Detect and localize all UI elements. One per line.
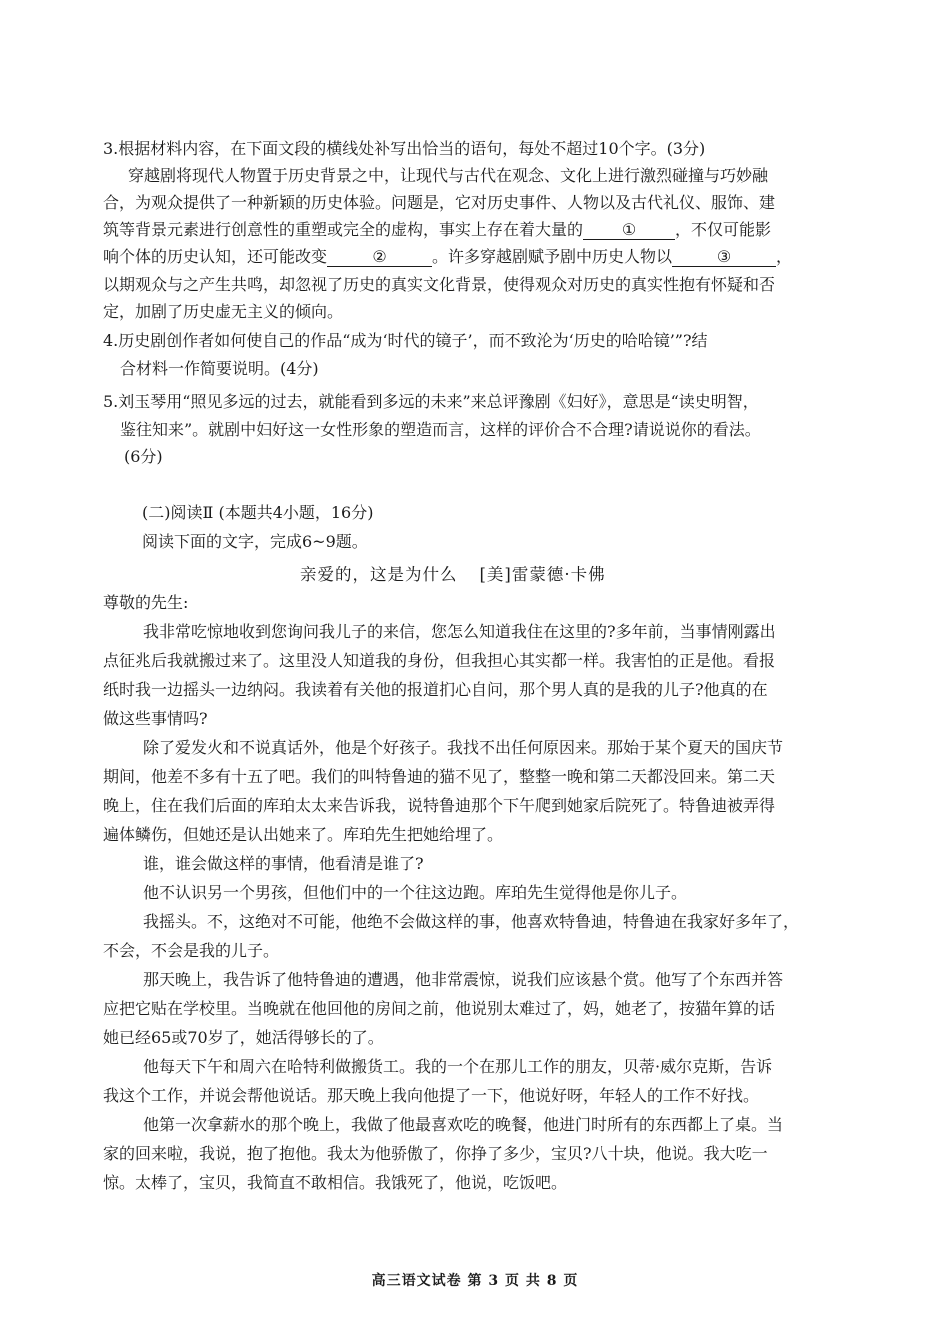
story-line: 除了爱发火和不说真话外，他是个好孩子。我找不出任何原因来。那始于某个夏天的国庆节: [143, 738, 784, 757]
story-line: 那天晚上，我告诉了他特鲁迪的遭遇，他非常震惊，说我们应该悬个赏。他写了个东西并答: [143, 970, 784, 989]
story-line: 他每天下午和周六在哈特利做搬货工。我的一个在那儿工作的朋友，贝蒂·威尔克斯，告诉: [143, 1057, 773, 1076]
question-4-line-2: 合材料一作简要说明。(4分): [120, 359, 319, 378]
story-line: 晚上，住在我们后面的库珀太太来告诉我，说特鲁迪那个下午爬到她家后院死了。特鲁迪被弄得: [103, 796, 776, 815]
section-instruction: 阅读下面的文字，完成6~9题。: [142, 532, 368, 551]
story-line: 纸时我一边摇头一边纳闷。我读着有关他的报道扪心自问，那个男人真的是我的儿子?他真的在: [103, 680, 768, 699]
question-5-line-2: 鉴往知来”。就剧中妇好这一女性形象的塑造而言，这样的评价合不合理?请说说你的看法。: [120, 420, 761, 439]
story-line: 尊敬的先生:: [103, 593, 189, 612]
q3-passage-line-3: 筑等背景元素进行创意性的重塑或完全的虚构，事实上存在着大量的 ① ，不仅可能影: [103, 220, 772, 239]
story-line: 做这些事情吗?: [103, 709, 208, 728]
story-line: 惊。太棒了，宝贝，我简直不敢相信。我饿死了，他说，吃饭吧。: [103, 1173, 568, 1192]
story-line: 谁，谁会做这样的事情，他看清是谁了?: [143, 854, 424, 873]
story-line: 不会，不会是我的儿子。: [103, 941, 280, 960]
q3-passage-line-2: 合，为观众提供了一种新颖的历史体验。问题是，它对历史事件、人物以及古代礼仪、服饰、建: [103, 193, 776, 212]
q3-passage-line-4: 响个体的历史认知，还可能改变 ② 。许多穿越剧赋予剧中历史人物以 ③ ，: [103, 247, 793, 266]
q3-passage-line-1: 穿越剧将现代人物置于历史背景之中，让现代与古代在观念、文化上进行激烈碰撞与巧妙融: [128, 166, 769, 185]
question-5-line-1: 5.刘玉琴用“照见多远的过去，就能看到多远的未来”来总评豫剧《妇好》，意思是“读史明智，: [103, 392, 759, 411]
story-line: 我这个工作，并说会帮他说话。那天晚上我向他提了一下，他说好呀，年轻人的工作不好找。: [103, 1086, 760, 1105]
story-author: [美]雷蒙德·卡佛: [479, 565, 606, 584]
story-line: 我非常吃惊地收到您询问我儿子的来信，您怎么知道我住在这里的?多年前，当事情刚露出: [143, 622, 776, 641]
story-line: 遍体鳞伤，但她还是认出她来了。库珀先生把她给埋了。: [103, 825, 504, 844]
story-title: 亲爱的，这是为什么 [美]雷蒙德·卡佛: [300, 565, 606, 584]
story-line: 期间，他差不多有十五了吧。我们的叫特鲁迪的猫不见了，整整一晚和第二天都没回来。第二天: [103, 767, 776, 786]
story-line: 他不认识另一个男孩，但他们中的一个往这边跑。库珀先生觉得他是你儿子。: [143, 883, 688, 902]
story-line: 她已经65或70岁了，她活得够长的了。: [103, 1028, 384, 1047]
story-line: 应把它贴在学校里。当晚就在他回他的房间之前，他说别太难过了，妈，她老了，按猫年算的话: [103, 999, 776, 1018]
story-line: 我摇头。不，这绝对不可能，他绝不会做这样的事，他喜欢特鲁迪，特鲁迪在我家好多年了，: [143, 912, 800, 931]
fill-blank-2[interactable]: ②: [327, 248, 432, 267]
page-footer: 高三语文试卷 第 3 页 共 8 页: [371, 1273, 579, 1289]
question-4-line-1: 4.历史剧创作者如何使自己的作品“成为‘时代的镜子’，而不致沦为‘历史的哈哈镜’”?结: [103, 331, 708, 350]
story-line: 点征兆后我就搬过来了。这里没人知道我的身份，但我担心其实都一样。我害怕的正是他。看报: [103, 651, 776, 670]
q3-passage-line-6: 定，加剧了历史虚无主义的倾向。: [103, 302, 344, 321]
fill-blank-1[interactable]: ①: [583, 221, 675, 240]
section-heading: (二)阅读Ⅱ (本题共4小题，16分): [142, 503, 374, 522]
fill-blank-3[interactable]: ③: [672, 248, 776, 267]
question-3-stem: 3.根据材料内容，在下面文段的横线处补写出恰当的语句，每处不超过10个字。(3分): [103, 139, 706, 158]
story-line: 他第一次拿薪水的那个晚上，我做了他最喜欢吃的晚餐，他进门时所有的东西都上了桌。当: [143, 1115, 784, 1134]
question-5-line-3: (6分): [124, 447, 163, 466]
q3-passage-line-5: 以期观众与之产生共鸣，却忽视了历史的真实文化背景，使得观众对历史的真实性抱有怀疑和否: [103, 275, 776, 294]
story-line: 家的回来啦，我说，抱了抱他。我太为他骄傲了，你挣了多少，宝贝?八十块，他说。我大吃一: [103, 1144, 768, 1163]
